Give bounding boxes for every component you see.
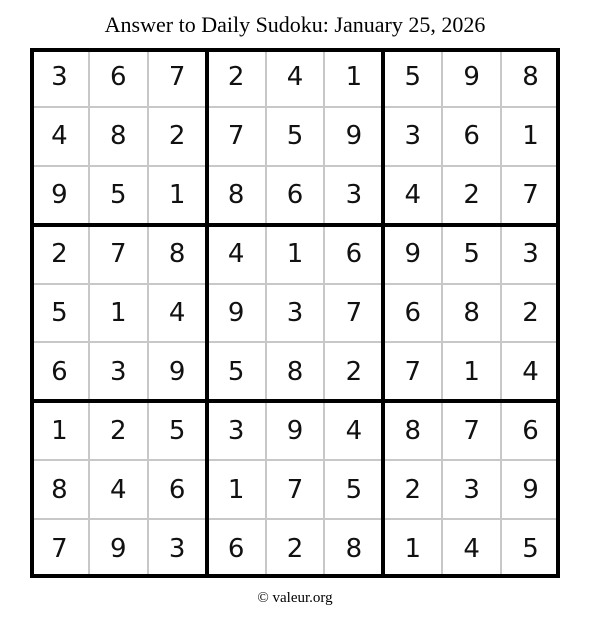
sudoku-cell[interactable]: 3 bbox=[110, 356, 127, 387]
sudoku-cell[interactable]: 6 bbox=[227, 533, 245, 564]
sudoku-cell[interactable]: 6 bbox=[345, 239, 363, 270]
grid-line-thick-horizontal bbox=[30, 574, 560, 578]
sudoku-cell[interactable]: 4 bbox=[463, 533, 480, 564]
sudoku-cell[interactable]: 7 bbox=[110, 239, 127, 270]
sudoku-cell[interactable]: 7 bbox=[168, 62, 186, 93]
sudoku-cell[interactable]: 1 bbox=[227, 474, 245, 505]
sudoku-cell[interactable]: 1 bbox=[286, 239, 304, 270]
sudoku-cell[interactable]: 2 bbox=[345, 356, 363, 387]
sudoku-cell[interactable]: 6 bbox=[168, 474, 186, 505]
sudoku-cell[interactable]: 6 bbox=[51, 356, 68, 387]
sudoku-cell[interactable]: 7 bbox=[286, 474, 304, 505]
sudoku-cell[interactable]: 8 bbox=[227, 180, 245, 211]
sudoku-cell[interactable]: 5 bbox=[168, 415, 186, 446]
sudoku-cell[interactable]: 2 bbox=[286, 533, 304, 564]
sudoku-cell[interactable]: 7 bbox=[227, 121, 245, 152]
sudoku-cell[interactable]: 5 bbox=[345, 474, 363, 505]
sudoku-cell[interactable]: 4 bbox=[404, 180, 422, 211]
sudoku-cell[interactable]: 9 bbox=[110, 533, 127, 564]
sudoku-cell[interactable]: 2 bbox=[227, 62, 245, 93]
sudoku-cell[interactable]: 1 bbox=[168, 180, 186, 211]
sudoku-cell[interactable]: 7 bbox=[463, 415, 480, 446]
sudoku-cell[interactable]: 3 bbox=[168, 533, 186, 564]
sudoku-cell[interactable]: 5 bbox=[404, 62, 422, 93]
sudoku-cell[interactable]: 4 bbox=[110, 474, 127, 505]
sudoku-cell[interactable]: 3 bbox=[404, 121, 422, 152]
sudoku-cell[interactable]: 8 bbox=[522, 62, 539, 93]
sudoku-cell[interactable]: 5 bbox=[51, 297, 68, 328]
sudoku-cell[interactable]: 5 bbox=[227, 356, 245, 387]
sudoku-cell[interactable]: 4 bbox=[227, 239, 245, 270]
sudoku-cell[interactable]: 5 bbox=[522, 533, 539, 564]
sudoku-cell[interactable]: 3 bbox=[51, 62, 68, 93]
sudoku-cell[interactable]: 7 bbox=[51, 533, 68, 564]
grid-line-thick-vertical bbox=[556, 48, 560, 578]
sudoku-cell[interactable]: 4 bbox=[51, 121, 68, 152]
sudoku-cell[interactable]: 9 bbox=[168, 356, 186, 387]
sudoku-cell[interactable]: 7 bbox=[404, 356, 422, 387]
sudoku-cell[interactable]: 3 bbox=[345, 180, 363, 211]
sudoku-cell[interactable]: 8 bbox=[168, 239, 186, 270]
grid-line-thick-vertical bbox=[381, 48, 385, 578]
grid-line-thick-horizontal bbox=[30, 48, 560, 52]
sudoku-cell[interactable]: 2 bbox=[522, 297, 539, 328]
sudoku-cell[interactable]: 7 bbox=[345, 297, 363, 328]
sudoku-cell[interactable]: 5 bbox=[286, 121, 304, 152]
sudoku-cell[interactable]: 1 bbox=[404, 533, 422, 564]
sudoku-cell[interactable]: 3 bbox=[522, 239, 539, 270]
sudoku-cell[interactable]: 4 bbox=[168, 297, 186, 328]
sudoku-cell[interactable]: 3 bbox=[463, 474, 480, 505]
sudoku-cell[interactable]: 1 bbox=[463, 356, 480, 387]
sudoku-cell[interactable]: 2 bbox=[51, 239, 68, 270]
sudoku-cell[interactable]: 8 bbox=[404, 415, 422, 446]
sudoku-cell[interactable]: 6 bbox=[404, 297, 422, 328]
copyright-footer: © valeur.org bbox=[257, 590, 333, 606]
sudoku-board bbox=[30, 48, 560, 578]
sudoku-cell[interactable]: 9 bbox=[404, 239, 422, 270]
sudoku-cell[interactable]: 2 bbox=[404, 474, 422, 505]
sudoku-cell[interactable]: 6 bbox=[463, 121, 480, 152]
sudoku-cell[interactable]: 6 bbox=[522, 415, 539, 446]
sudoku-cell[interactable]: 2 bbox=[168, 121, 186, 152]
sudoku-cell[interactable]: 9 bbox=[463, 62, 480, 93]
sudoku-cell[interactable]: 9 bbox=[286, 415, 304, 446]
sudoku-cell[interactable]: 9 bbox=[522, 474, 539, 505]
sudoku-cell[interactable]: 2 bbox=[463, 180, 480, 211]
sudoku-cell[interactable]: 9 bbox=[345, 121, 363, 152]
grid-line-thick-horizontal bbox=[30, 399, 560, 403]
sudoku-cell[interactable]: 4 bbox=[345, 415, 363, 446]
sudoku-cell[interactable]: 9 bbox=[51, 180, 68, 211]
sudoku-cell[interactable]: 5 bbox=[463, 239, 480, 270]
sudoku-cell[interactable]: 3 bbox=[286, 297, 304, 328]
sudoku-cell[interactable]: 7 bbox=[522, 180, 539, 211]
sudoku-cell[interactable]: 1 bbox=[522, 121, 539, 152]
sudoku-cell[interactable]: 6 bbox=[286, 180, 304, 211]
sudoku-cell[interactable]: 9 bbox=[227, 297, 245, 328]
sudoku-cell[interactable]: 8 bbox=[110, 121, 127, 152]
grid-line-thick-vertical bbox=[205, 48, 209, 578]
sudoku-cell[interactable]: 2 bbox=[110, 415, 127, 446]
sudoku-cell[interactable]: 8 bbox=[463, 297, 480, 328]
page-title: Answer to Daily Sudoku: January 25, 2026 bbox=[104, 12, 486, 37]
sudoku-cell[interactable]: 4 bbox=[522, 356, 539, 387]
sudoku-cell[interactable]: 3 bbox=[227, 415, 245, 446]
sudoku-cell[interactable]: 8 bbox=[286, 356, 304, 387]
sudoku-cell[interactable]: 6 bbox=[110, 62, 127, 93]
sudoku-cell[interactable]: 8 bbox=[345, 533, 363, 564]
grid-line-thick-horizontal bbox=[30, 223, 560, 227]
sudoku-cell[interactable]: 1 bbox=[51, 415, 68, 446]
sudoku-cell[interactable]: 5 bbox=[110, 180, 127, 211]
sudoku-cell[interactable]: 1 bbox=[110, 297, 127, 328]
sudoku-cell[interactable]: 4 bbox=[286, 62, 304, 93]
grid-line-thick-vertical bbox=[30, 48, 34, 578]
sudoku-cell[interactable]: 8 bbox=[51, 474, 68, 505]
sudoku-cell[interactable]: 1 bbox=[345, 62, 363, 93]
